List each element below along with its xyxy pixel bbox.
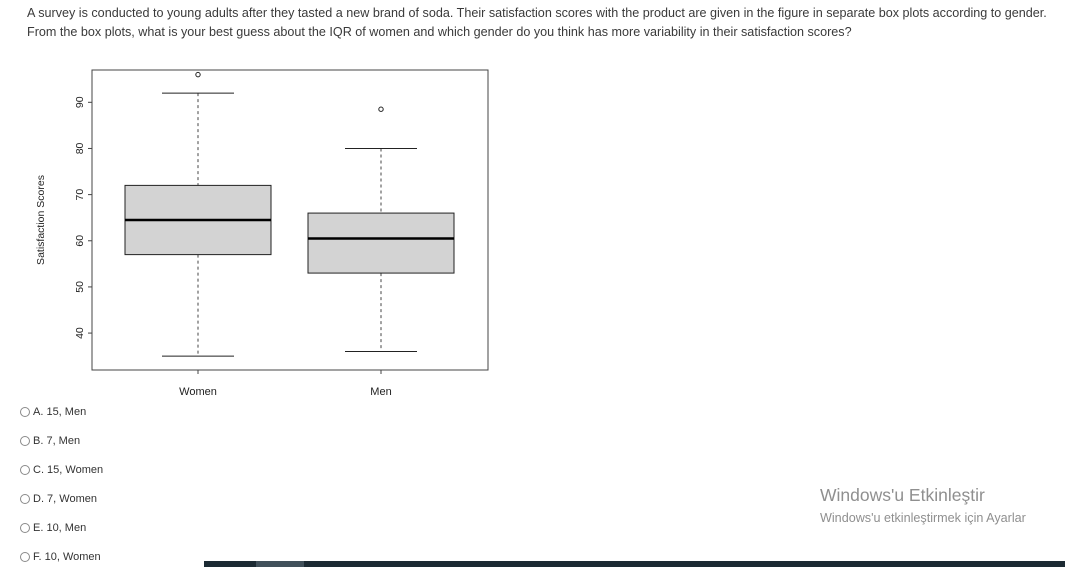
- option-d[interactable]: [20, 491, 97, 507]
- radio-icon[interactable]: [20, 407, 30, 417]
- x-tick-label: Men: [370, 386, 392, 398]
- option-label: C. 15, Women: [33, 464, 104, 476]
- outlier-point: [379, 107, 383, 111]
- activation-watermark-title: Windows'u Etkinleştir: [820, 485, 985, 505]
- option-label: D. 7, Women: [33, 493, 97, 505]
- x-tick-label: Women: [179, 386, 217, 398]
- y-tick-label: 90: [74, 96, 86, 109]
- option-c[interactable]: [20, 462, 103, 478]
- radio-icon[interactable]: [20, 465, 30, 475]
- y-tick-label: 40: [74, 327, 86, 339]
- question-text: A survey is conducted to young adults after they tasted a new brand of soda. Their satisfaction scores with the product are given in the figure in separate box plots according to gender. From the box plots, what is your best guess about the IQR of women and which gender do you think has more variability in their satisfaction scores?: [27, 6, 1047, 39]
- taskbar: [204, 561, 1065, 567]
- radio-icon[interactable]: [20, 436, 30, 446]
- option-f[interactable]: [20, 549, 101, 565]
- option-label: A. 15, Men: [33, 406, 87, 418]
- box-plot-chart: [30, 60, 500, 405]
- box-men: [308, 107, 454, 352]
- iqr-box: [308, 213, 454, 273]
- radio-icon[interactable]: [20, 523, 30, 533]
- option-label: B. 7, Men: [33, 435, 81, 447]
- option-e[interactable]: [20, 520, 86, 536]
- y-tick-label: 80: [74, 142, 86, 155]
- y-tick-label: 70: [74, 188, 86, 201]
- option-label: F. 10, Women: [33, 551, 101, 563]
- option-label: E. 10, Men: [33, 522, 87, 534]
- option-b[interactable]: [20, 433, 80, 449]
- outlier-point: [196, 72, 200, 76]
- radio-icon[interactable]: [20, 552, 30, 562]
- taskbar-active-item[interactable]: [256, 561, 304, 567]
- y-tick-label: 50: [74, 281, 86, 293]
- box-women: [125, 72, 271, 356]
- activation-watermark-subtitle: Windows'u etkinleştirmek için Ayarlar: [820, 511, 1026, 525]
- option-a[interactable]: [20, 404, 86, 420]
- radio-icon[interactable]: [20, 494, 30, 504]
- y-tick-label: 60: [74, 234, 86, 247]
- y-axis-label: Satisfaction Scores: [35, 175, 47, 265]
